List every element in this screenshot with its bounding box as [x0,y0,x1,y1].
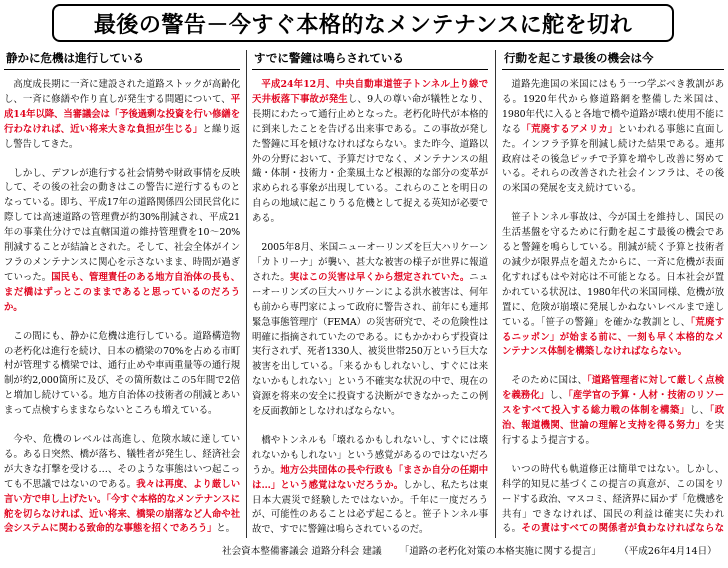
body-text: 高度成長期に一斉に建設された道路ストックが高齢化し、一斉に修繕や作り直しが発生する問題について、 [4,79,240,105]
paragraph [502,374,724,449]
column-body [502,78,724,538]
paragraph [4,167,240,316]
paragraph [4,330,240,419]
emphasis-text: 我々は再度、より厳しい言い方で申し上げたい。「今すぐ本格的なメンテナンスに舵を切らなければ、近い将来、橋梁の崩落など人命や社会システムに関わる致命的な事態を招くであろう」 [4,478,240,535]
body-text: し、 [549,390,569,402]
body-text: 2005年8月、米国ニューオーリンズを巨大ハリケーン「カトリーナ」が襲い、甚大な被害の様子が世界に報道された。 [252,242,488,283]
paragraph [502,211,724,360]
column-divider [246,50,247,538]
body-text: しかし、私たちは東日本大震災で経験したではないか。千年に一度だろうが、可能性のあることは必ず起こると。笹子トンネル事故で、すでに警鐘は鳴らされているのだ。 [252,479,488,536]
body-text: を実行するよう提言する。 [502,420,724,446]
body-text: といわれる事態に直面した。インフラ予算を削減し続けた結果である。連邦政府はその後急ピッチで予算を増やし改善に努めている。それらの改善された社会インフラは、その後の米国の発展を支え続けている。 [502,123,724,195]
page-title: 最後の警告－今すぐ本格的なメンテナンスに舵を切れ [93,12,633,38]
column-heading: すでに警鐘は鳴らされている [252,50,488,70]
emphasis-text: 「荒廃するアメリカ」 [521,123,618,135]
emphasis-text: 実はこの災害は早くから想定されていた。 [289,271,470,283]
body-text: と。 [216,523,235,535]
paragraph [502,463,724,538]
column-1 [4,50,240,538]
body-text: 橋やトンネルも「壊れるかもしれないし、すぐには壊れないかもしれない」という感覚があるのではないだろうか。 [252,434,488,476]
column-heading: 行動を起こす最後の機会は今 [502,50,724,70]
emphasis-text: 「政治、報道機関、世論の理解と支持を得る努力」 [502,405,724,432]
column-3 [502,50,724,538]
footer-date: （平成26年4月14日） [619,546,717,557]
body-text: ニューオーリンズの巨大ハリケーンによる洪水被害は、何年も前から専門家によって政府に警告され、前年にも連邦緊急事態管理庁（FEMA）の災害研究で、その危険性は明確に指摘されていたのである。にもかかわらず投資は実行されず、死者1330人、被災世帯250万という巨大な被害を出している。「来るかもしれないし、すぐには来ないかもしれない」という不確実な状況の中で、現在の資源を将来の安全に投資する決断ができなかったこの例を反面教師としなければならない。 [252,271,488,418]
body-text: この間にも、静かに危機は進行している。道路構造物の老朽化は進行を続け、日本の橋梁の70%を占める市町村が管理する橋梁では、通行止めや車両重量等の通行規制が約2,000箇所に及び、その箇所数はこの5年間で2倍と増加し続けている。地方自治体の技術者の削減とあいまって点検すらままならないところも増えている。 [4,330,240,417]
column-body [252,78,488,538]
body-text: 今や、危機のレベルは高進し、危険水域に達している。ある日突然、橋が落ち、犠牲者が発生し、経済社会が大きな打撃を受ける…、そのような事態はいつ起こっても不思議ではないのである。 [4,434,240,490]
body-text: いつの時代も軌道修正は簡単ではない。しかし、科学的知見に基づくこの提言の真意が、この国をリードする政治、マスコミ、経済界に届かず「危機感を共有」できなければ、国民の利益は確実に失われる。 [502,463,724,535]
emphasis-text: 「産学官の予算・人材・技術のリソースをすべて投入する総力戦の体制を構築」 [502,390,724,417]
paragraph [252,78,488,227]
footer [222,543,717,557]
paragraph [502,78,724,197]
body-text: し、 [689,405,710,417]
body-text: と繰り返し警告してきた。 [4,123,240,150]
body-text: し、9人の尊い命が犠牲となり、長期にわたって通行止めとなった。老朽化時代が本格的に到来したことを告げる出来事である。この事故が発した警鐘に耳を傾けなければならない。また昨今、道路以外の分野において、予算だけでなく、メンテナンスの組織・体制・技術力・企業風土など根源的な部分の変革が求められる事象が出現している。これらのことを明日の自らの地域に起こりうる危機として捉える英知が必要である。 [252,93,488,225]
body-text: が結論とされた。そして、社会全体がインフラのメンテナンスに関心を示さないまま、時間が過ぎていった。 [4,242,240,283]
column-divider [495,50,496,538]
emphasis-text: 地方公共団体の長や行政も「まさか自分の任期中は…」という感覚はないだろうか。 [252,464,488,491]
emphasis-text: 平成24年12月、中央自動車道笹子トンネル上り線で天井板落下事故が発生 [252,79,488,105]
emphasis-text: その責はすべての関係者が負わなければならな [521,523,724,535]
body-text: 笹子トンネル事故は、今が国土を維持し、国民の生活基盤を守るために行動を起こす最後の機会であると警鐘を鳴らしている。削減が続く予算と技術者の減少が限界点を超えたからに、一斉に危機が表面化すればもはや対応は不可能となる。日本社会が置かれている状況は、1980年代の米国同様、危機が放置に、危険が崩壊に発展しかねないレベルまで達している。「笹子の警鐘」を確かな教訓とし、 [502,212,724,328]
title-box [52,4,674,42]
emphasis-text: 「荒廃するニッポン」が始まる前に、一刻も早く本格的なメンテナンス体制を構築しなければならない。 [502,316,724,358]
body-text: そのために国は、 [511,375,588,387]
column-heading: 静かに危機は進行している [4,50,240,70]
footer-report-title: 「道路の老朽化対策の本格実施に関する提言」 [399,546,602,557]
body-text: しかし、デフレが進行する社会情勢や財政事情を反映して、その後の社会の動きはこの警告に逆行するものとなっている。即ち、平成17年の道路関係四公団民営化に際しては高速道路の管理費が約30%削減され、平成21年の事業仕分けでは直轄国道の維持管理費を10～20%削減すること [4,167,240,254]
emphasis-text: 平成14年以降、当審議会は「予後過剰な投資を行い修繕を行わなければ、近い将来大きな負担が生じる」 [4,93,240,135]
footer-org: 社会資本整備審議会 道路分科会 建議 [222,546,382,557]
paragraph [4,78,240,153]
emphasis-text: 国民も、管理責任のある地方自治体の長も、まだ橋はずっとこのままであると思っているのだろうか。 [4,271,240,313]
body-text: 道路先進国の米国にはもう一つ学ぶべき教訓がある。1920年代から修道路網を整備した米国は、1980年代に入ると各地で橋や道路が壊れ使用不能になる [502,79,724,135]
paragraph [4,433,240,537]
paragraph [252,241,488,420]
column-2 [252,50,488,538]
emphasis-text: 「道路管理者に対して厳しく点検を義務化」 [502,375,724,402]
column-body [4,78,240,537]
paragraph [252,434,488,538]
